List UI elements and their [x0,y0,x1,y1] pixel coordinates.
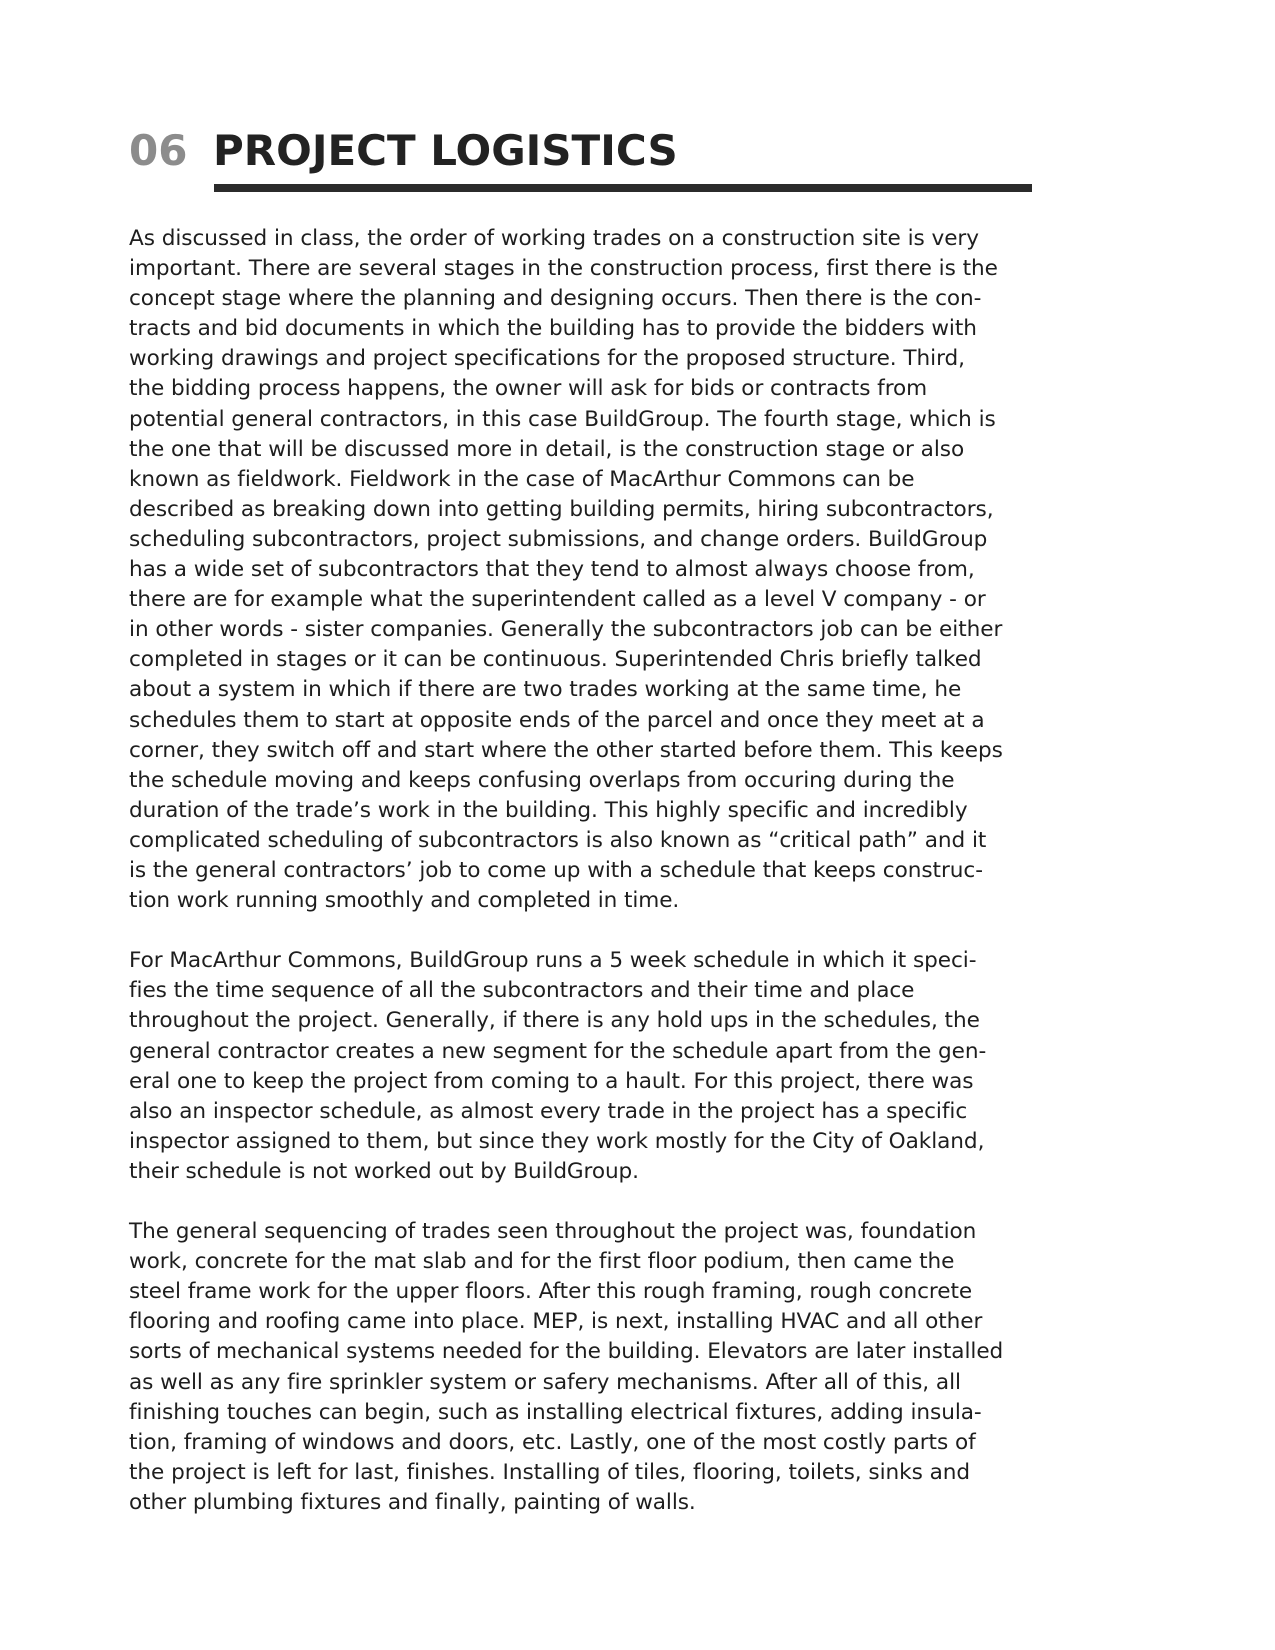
text-line: the project is left for last, finishes. Installing of tiles, flooring, toilets, sinks and [129,1459,971,1485]
text-line: the schedule moving and keeps confusing overlaps from occuring during the [129,767,955,793]
text-line: other plumbing fixtures and finally, painting of walls. [129,1489,696,1515]
text-line: working drawings and project specifications for the proposed structure. Third, [129,346,965,372]
text-line: scheduling subcontractors, project submissions, and change orders. BuildGroup [129,526,988,552]
text-line: as well as any fire sprinkler system or safery mechanisms. After all of this, all [129,1369,961,1395]
text-line: also an inspector schedule, as almost every trade in the project has a specific [129,1098,968,1124]
text-line: tion work running smoothly and completed in time. [129,888,680,914]
text-line: eral one to keep the project from coming to a hault. For this project, there was [129,1068,974,1094]
text-line: finishing touches can begin, such as installing electrical fixtures, adding insula- [129,1399,982,1425]
text-line: complicated scheduling of subcontractors is also known as “critical path” and it [129,827,987,853]
text-line: is the general contractors’ job to come up with a schedule that keeps construc- [129,857,983,883]
text-line: completed in stages or it can be continuous. Superintended Chris briefly talked [129,647,982,673]
text-line: potential general contractors, in this case BuildGroup. The fourth stage, which is [129,406,996,432]
text-line: the bidding process happens, the owner will ask for bids or contracts from [129,376,928,402]
text-line: sorts of mechanical systems needed for the building. Elevators are later installed [129,1339,1004,1365]
text-line: steel frame work for the upper floors. After this rough framing, rough concrete [129,1279,973,1305]
section-heading [129,126,678,175]
text-line: important. There are several stages in the construction process, first there is the [129,256,998,282]
paragraph [129,1217,1169,1518]
text-line: As discussed in class, the order of working trades on a construction site is very [129,226,979,251]
text-line: inspector assigned to them, but since they work mostly for the City of Oakland, [129,1128,985,1154]
paragraph [129,946,1169,1187]
text-line: tion, framing of windows and doors, etc. Lastly, one of the most costly parts of [129,1429,976,1455]
paragraph [129,224,1169,916]
text-line: described as breaking down into getting building permits, hiring subcontractors, [129,496,994,522]
text-line: in other words - sister companies. Generally the subcontractors job can be either [129,617,1003,643]
text-line: their schedule is not worked out by BuildGroup. [129,1158,639,1184]
text-line: The general sequencing of trades seen throughout the project was, foundation [129,1219,977,1245]
text-line: about a system in which if there are two trades working at the same time, he [129,677,962,703]
text-line: has a wide set of subcontractors that they tend to almost always choose from, [129,557,975,583]
section-title: PROJECT LOGISTICS [213,126,678,175]
text-line: work, concrete for the mat slab and for the first floor podium, then came the [129,1249,955,1275]
text-line: there are for example what the superintendent called as a level V company - or [129,587,986,613]
body-text [129,224,1169,1548]
text-line: general contractor creates a new segment for the schedule apart from the gen- [129,1038,987,1064]
text-line: fies the time sequence of all the subcontractors and their time and place [129,978,915,1004]
section-number: 06 [129,126,188,175]
text-line: For MacArthur Commons, BuildGroup runs a 5 week schedule in which it speci- [129,948,977,974]
text-line: tracts and bid documents in which the building has to provide the bidders with [129,316,977,342]
text-line: duration of the trade’s work in the building. This highly specific and incredibly [129,797,968,823]
text-line: known as fieldwork. Fieldwork in the case of MacArthur Commons can be [129,466,915,492]
text-line: concept stage where the planning and designing occurs. Then there is the con- [129,286,982,312]
text-line: the one that will be discussed more in detail, is the construction stage or also [129,436,965,462]
text-line: throughout the project. Generally, if there is any hold ups in the schedules, the [129,1008,980,1034]
text-line: schedules them to start at opposite ends of the parcel and once they meet at a [129,707,985,733]
heading-underline [214,184,1032,192]
text-line: flooring and roofing came into place. MEP, is next, installing HVAC and all other [129,1309,983,1335]
text-line: corner, they switch off and start where the other started before them. This keeps [129,737,1003,763]
